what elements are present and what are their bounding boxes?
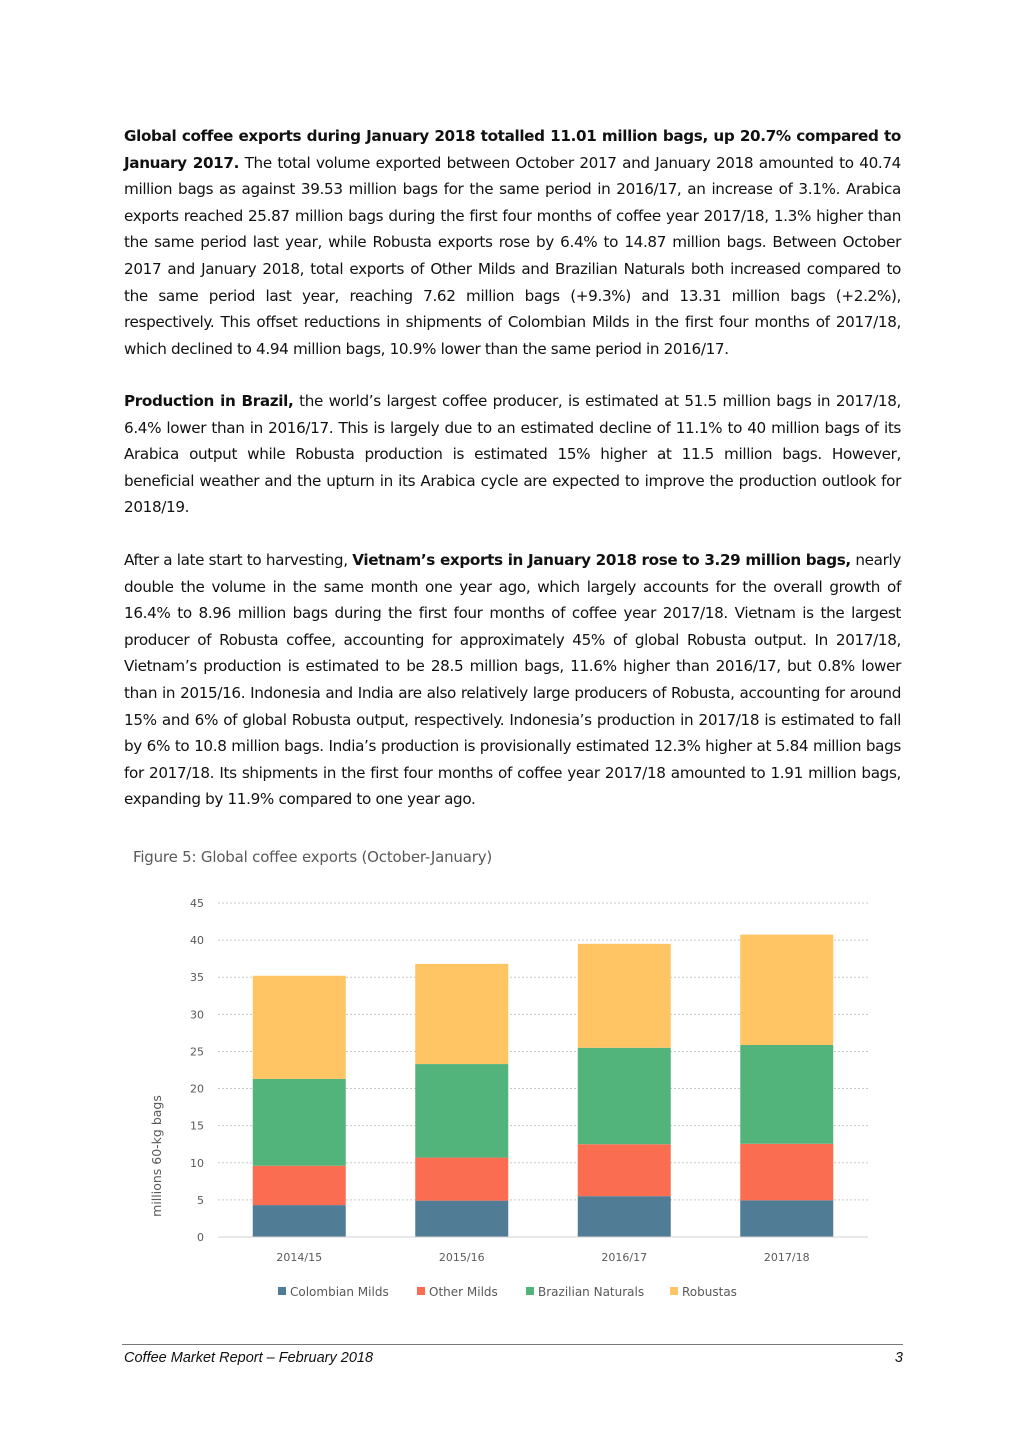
legend-label: Robustas [682, 1285, 737, 1299]
bar-segment [740, 935, 833, 1045]
bar-segment [578, 1144, 671, 1196]
bar-segment [740, 1200, 833, 1237]
y-tick-label: 10 [190, 1156, 204, 1170]
bars [253, 935, 834, 1237]
paragraph-brazil-production [124, 388, 901, 521]
x-tick-label: 2016/17 [601, 1251, 648, 1264]
bar-segment [415, 1064, 508, 1158]
legend-label: Brazilian Naturals [538, 1285, 645, 1299]
y-axis-label: millions 60-kg bags [149, 1095, 164, 1217]
legend-swatch [670, 1287, 678, 1295]
y-tick-label: 30 [190, 1008, 204, 1022]
y-tick-label: 20 [190, 1082, 204, 1096]
paragraph-intro: After a late start to harvesting, [124, 551, 353, 569]
y-tick-label: 0 [197, 1231, 204, 1244]
paragraph-body: the world’s largest coffee producer, is estimated at 51.5 million bags in 2017/18, 6.4% lower than in 2016/17. This is largely due to an estimated decline of 11.1% to 40 million bags of its Arabica output while Robusta production is estimated 15% higher at 11.5 million bags. However, beneficial weather and the upturn in its Arabica cycle are expected to improve the production outlook for 2018/19. [124, 392, 901, 517]
legend-label: Colombian Milds [290, 1285, 389, 1299]
x-tick-label: 2014/15 [276, 1251, 323, 1264]
paragraph-body: The total volume exported between October 2017 and January 2018 amounted to 40.74 million bags as against 39.53 million bags for the same period in 2016/17, an increase of 3.1%. Arabica exports reached 25.87 million bags during the first four months of coffee year 2017/18, 1.3% higher than the same period last year, while Robusta exports rose by 6.4% to 14.87 million bags. Between October 2017 and January 2018, total exports of Other Milds and Brazilian Naturals both increased compared to the same period last year, reaching 7.62 million bags (+9.3%) and 13.31 million bags (+2.2%), respectively. This offset reductions in shipments of Colombian Milds in the first four months of 2017/18, which declined to 4.94 million bags, 10.9% lower than the same period in 2016/17. [124, 153, 901, 358]
bar-segment [578, 1196, 671, 1237]
footer-report-title: Coffee Market Report – February 2018 [124, 1350, 374, 1366]
legend-label: Other Milds [429, 1285, 498, 1299]
bar-segment [253, 1166, 346, 1205]
figure-caption: Figure 5: Global coffee exports (October-January) [133, 848, 493, 866]
y-axis-ticks [190, 897, 204, 1244]
bar-segment [415, 1201, 508, 1237]
stacked-bar-chart [0, 880, 1024, 1320]
x-tick-label: 2015/16 [438, 1251, 485, 1264]
bar-segment [253, 976, 346, 1079]
y-tick-label: 15 [190, 1119, 204, 1133]
bar-segment [578, 1048, 671, 1144]
x-tick-label: 2017/18 [763, 1251, 810, 1264]
x-axis-ticks [276, 1251, 809, 1264]
legend-swatch [526, 1287, 534, 1295]
bar-segment [253, 1079, 346, 1166]
bar-segment [415, 964, 508, 1064]
bar-segment [415, 1158, 508, 1201]
bar-segment [253, 1205, 346, 1237]
footer-page-number: 3 [894, 1350, 903, 1366]
footer-divider [122, 1344, 903, 1345]
bar-segment [578, 944, 671, 1048]
bar-segment [740, 1144, 833, 1201]
y-tick-label: 45 [190, 897, 204, 910]
paragraph-body: nearly double the volume in the same month one year ago, which largely accounts for the overall growth of 16.4% to 8.96 million bags during the first four months of coffee year 2017/18. Vietnam is the largest producer of Robusta coffee, accounting for approximately 45% of global Robusta output. In 2017/18, Vietnam’s production is estimated to be 28.5 million bags, 11.6% higher than 2016/17, but 0.8% lower than in 2015/16. Indonesia and India are also relatively large producers of Robusta, accounting for around 15% and 6% of global Robusta output, respectively. Indonesia’s production in 2017/18 is estimated to fall by 6% to 10.8 million bags. India’s production is provisionally estimated 12.3% higher at 5.84 million bags for 2017/18. Its shipments in the first four months of coffee year 2017/18 amounted to 1.91 million bags, expanding by 11.9% compared to one year ago. [124, 551, 901, 809]
y-tick-label: 40 [190, 934, 204, 948]
y-tick-label: 5 [197, 1193, 204, 1207]
y-tick-label: 25 [190, 1045, 204, 1059]
bar-segment [740, 1045, 833, 1144]
legend-swatch [417, 1287, 425, 1295]
legend-swatch [278, 1287, 286, 1295]
legend [278, 1285, 737, 1299]
paragraph-lead-bold: Global coffee exports during January 2018 totalled 11.01 million bags, up 20.7% compared to January 2017. [124, 127, 901, 172]
paragraph-lead-bold: Production in Brazil, [124, 392, 294, 410]
paragraph-lead-bold: Vietnam’s exports in January 2018 rose to 3.29 million bags, [352, 551, 851, 569]
y-tick-label: 35 [190, 971, 204, 985]
paragraph-global-exports [124, 123, 901, 362]
paragraph-vietnam-exports [124, 547, 901, 813]
